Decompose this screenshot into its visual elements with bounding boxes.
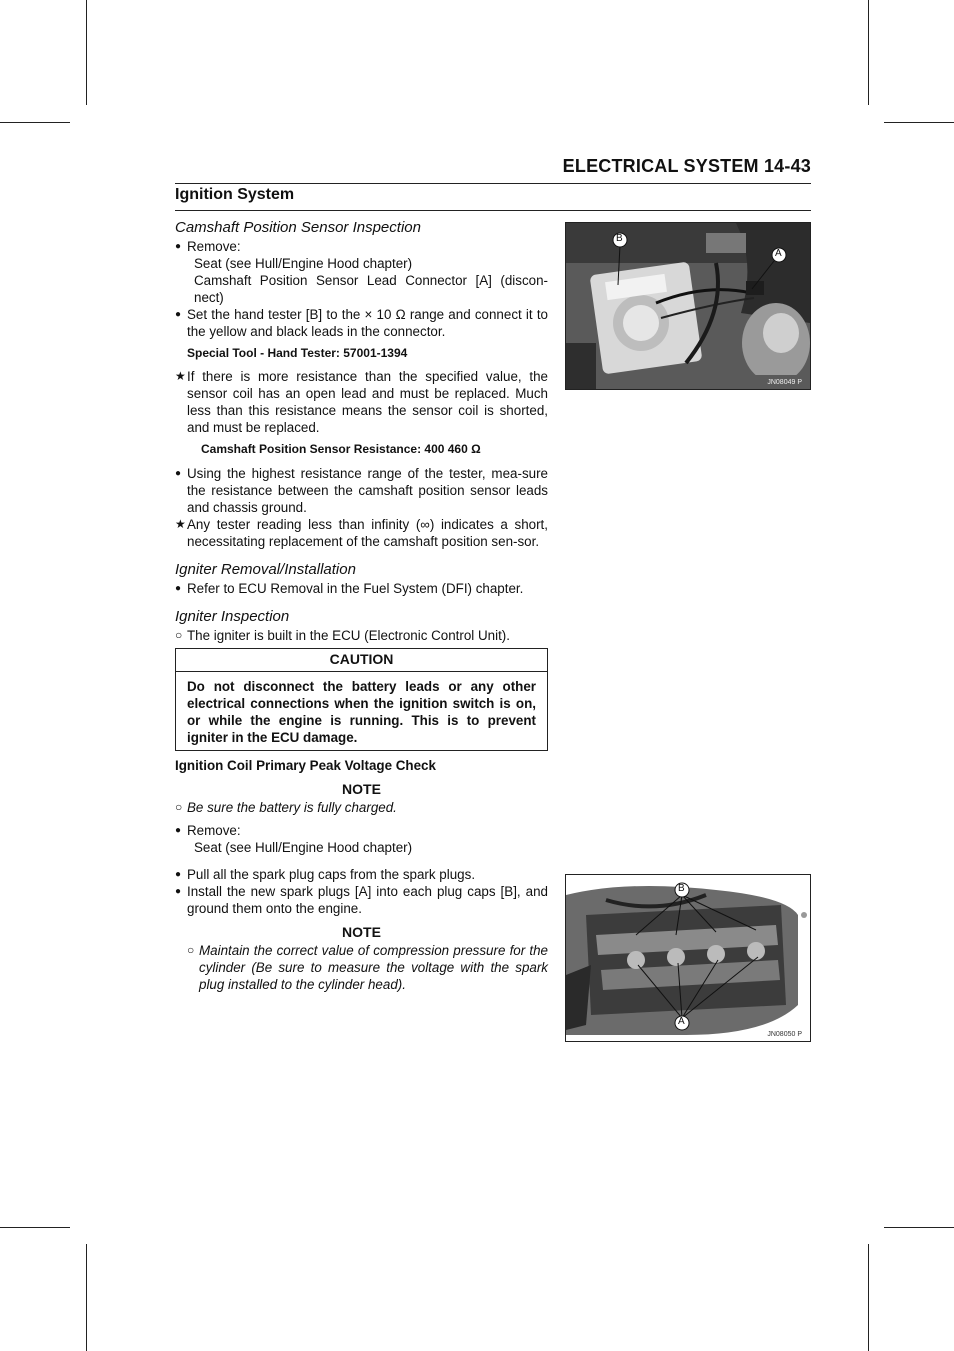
infinity-text: Any tester reading less than infinity (∞) indicates a short, necessitating replacement of the camshaft position sen-sor. [187,517,548,549]
list-item [175,306,548,340]
list-item [175,238,548,255]
list-subitem: Camshaft Position Sensor Lead Connector [A] (discon-nect) [194,273,548,305]
igniter-removal-heading: Igniter Removal/Installation [175,561,356,578]
remove-label: Remove: [187,239,241,254]
pull-caps-text: Pull all the spark plug caps from the spark plugs. [187,867,476,882]
list-item [175,883,548,917]
page-header-title: ELECTRICAL SYSTEM 14-43 [562,156,811,176]
list-item [175,465,548,516]
caution-box [175,648,548,751]
list-subitem: Seat (see Hull/Engine Hood chapter) [194,256,413,271]
figure-label-b: B [616,233,623,244]
bullet-icon: ● [175,869,182,880]
highest-range-text: Using the highest resistance range of the tester, mea-sure the resistance between the camshaft position sensor leads and chassis ground. [187,466,548,515]
install-plugs-text: Install the new spark plugs [A] into each plug caps [B], and ground them onto the engine. [187,884,548,916]
note2-text: Maintain the correct value of compression pressure for the cylinder (Be sure to measure the voltage with the spark plug installed to the cylinder head). [199,943,548,992]
list-item [175,516,548,550]
list-item [175,580,548,597]
note-item [187,942,548,993]
igniter-removal-text: Refer to ECU Removal in the Fuel System (DFI) chapter. [187,581,524,596]
section-rule [175,210,811,211]
note-text: Be sure the battery is fully charged. [187,800,397,815]
list-item [175,822,548,839]
crop-mark [0,122,70,123]
circle-icon: ○ [175,628,183,642]
figure-spark-plug-install [565,874,811,1042]
note-title: NOTE [342,924,381,940]
star-icon: ★ [175,517,186,531]
crop-mark [884,122,954,123]
star-icon: ★ [175,369,186,383]
bullet-icon: ● [175,468,182,479]
header-rule [175,183,811,184]
figure-camshaft-sensor-test [565,222,811,390]
bullet-icon: ● [175,309,182,320]
photo-illustration [566,875,810,1041]
crop-mark [868,1244,869,1351]
remove-label: Remove: [187,823,241,838]
crop-mark [86,1244,87,1351]
circle-icon: ○ [175,800,183,814]
list-subitem: Seat (see Hull/Engine Hood chapter) [194,840,413,855]
resistance-spec: Camshaft Position Sensor Resistance: 400 460 Ω [201,442,481,456]
figure-code: JN08050 P [767,1031,802,1038]
list-item [175,866,548,883]
figure-code: JN08049 P [767,379,802,386]
caution-body: Do not disconnect the battery leads or any other electrical connections when the ignition switch is on, or while the engine is running. This is to prevent igniter in the ECU damage. [187,679,536,745]
special-tool: Special Tool - Hand Tester: 57001-1394 [187,346,408,360]
note-item [175,799,548,816]
camshaft-inspection-heading: Camshaft Position Sensor Inspection [175,219,421,236]
list-item [175,627,548,644]
ignition-coil-heading: Ignition Coil Primary Peak Voltage Check [175,758,436,773]
crop-mark [884,1227,954,1228]
crop-mark [868,0,869,105]
figure-label-a: A [775,248,782,259]
crop-mark [0,1227,70,1228]
text-column [175,218,548,993]
note-title: NOTE [342,781,381,797]
caution-title: CAUTION [176,649,547,672]
crop-mark [86,0,87,105]
more-resistance-text: If there is more resistance than the specified value, the sensor coil has an open lead and must be replaced. Much less than this resistance means the sensor coil is shorted, and must be replaced. [187,369,548,435]
bullet-icon: ● [175,825,182,836]
figure-label-b: B [678,883,685,894]
section-title: Ignition System [175,186,295,203]
figure-label-a: A [678,1016,685,1027]
bullet-icon: ● [175,241,182,252]
list-item [175,368,548,436]
bullet-icon: ● [175,583,182,594]
photo-illustration [566,223,810,389]
set-tester-text: Set the hand tester [B] to the × 10 Ω range and connect it to the yellow and black leads in the connector. [187,307,548,339]
bullet-icon: ● [175,886,182,897]
circle-icon: ○ [187,943,195,957]
igniter-inspection-text: The igniter is built in the ECU (Electronic Control Unit). [187,628,510,643]
igniter-inspection-heading: Igniter Inspection [175,608,290,625]
